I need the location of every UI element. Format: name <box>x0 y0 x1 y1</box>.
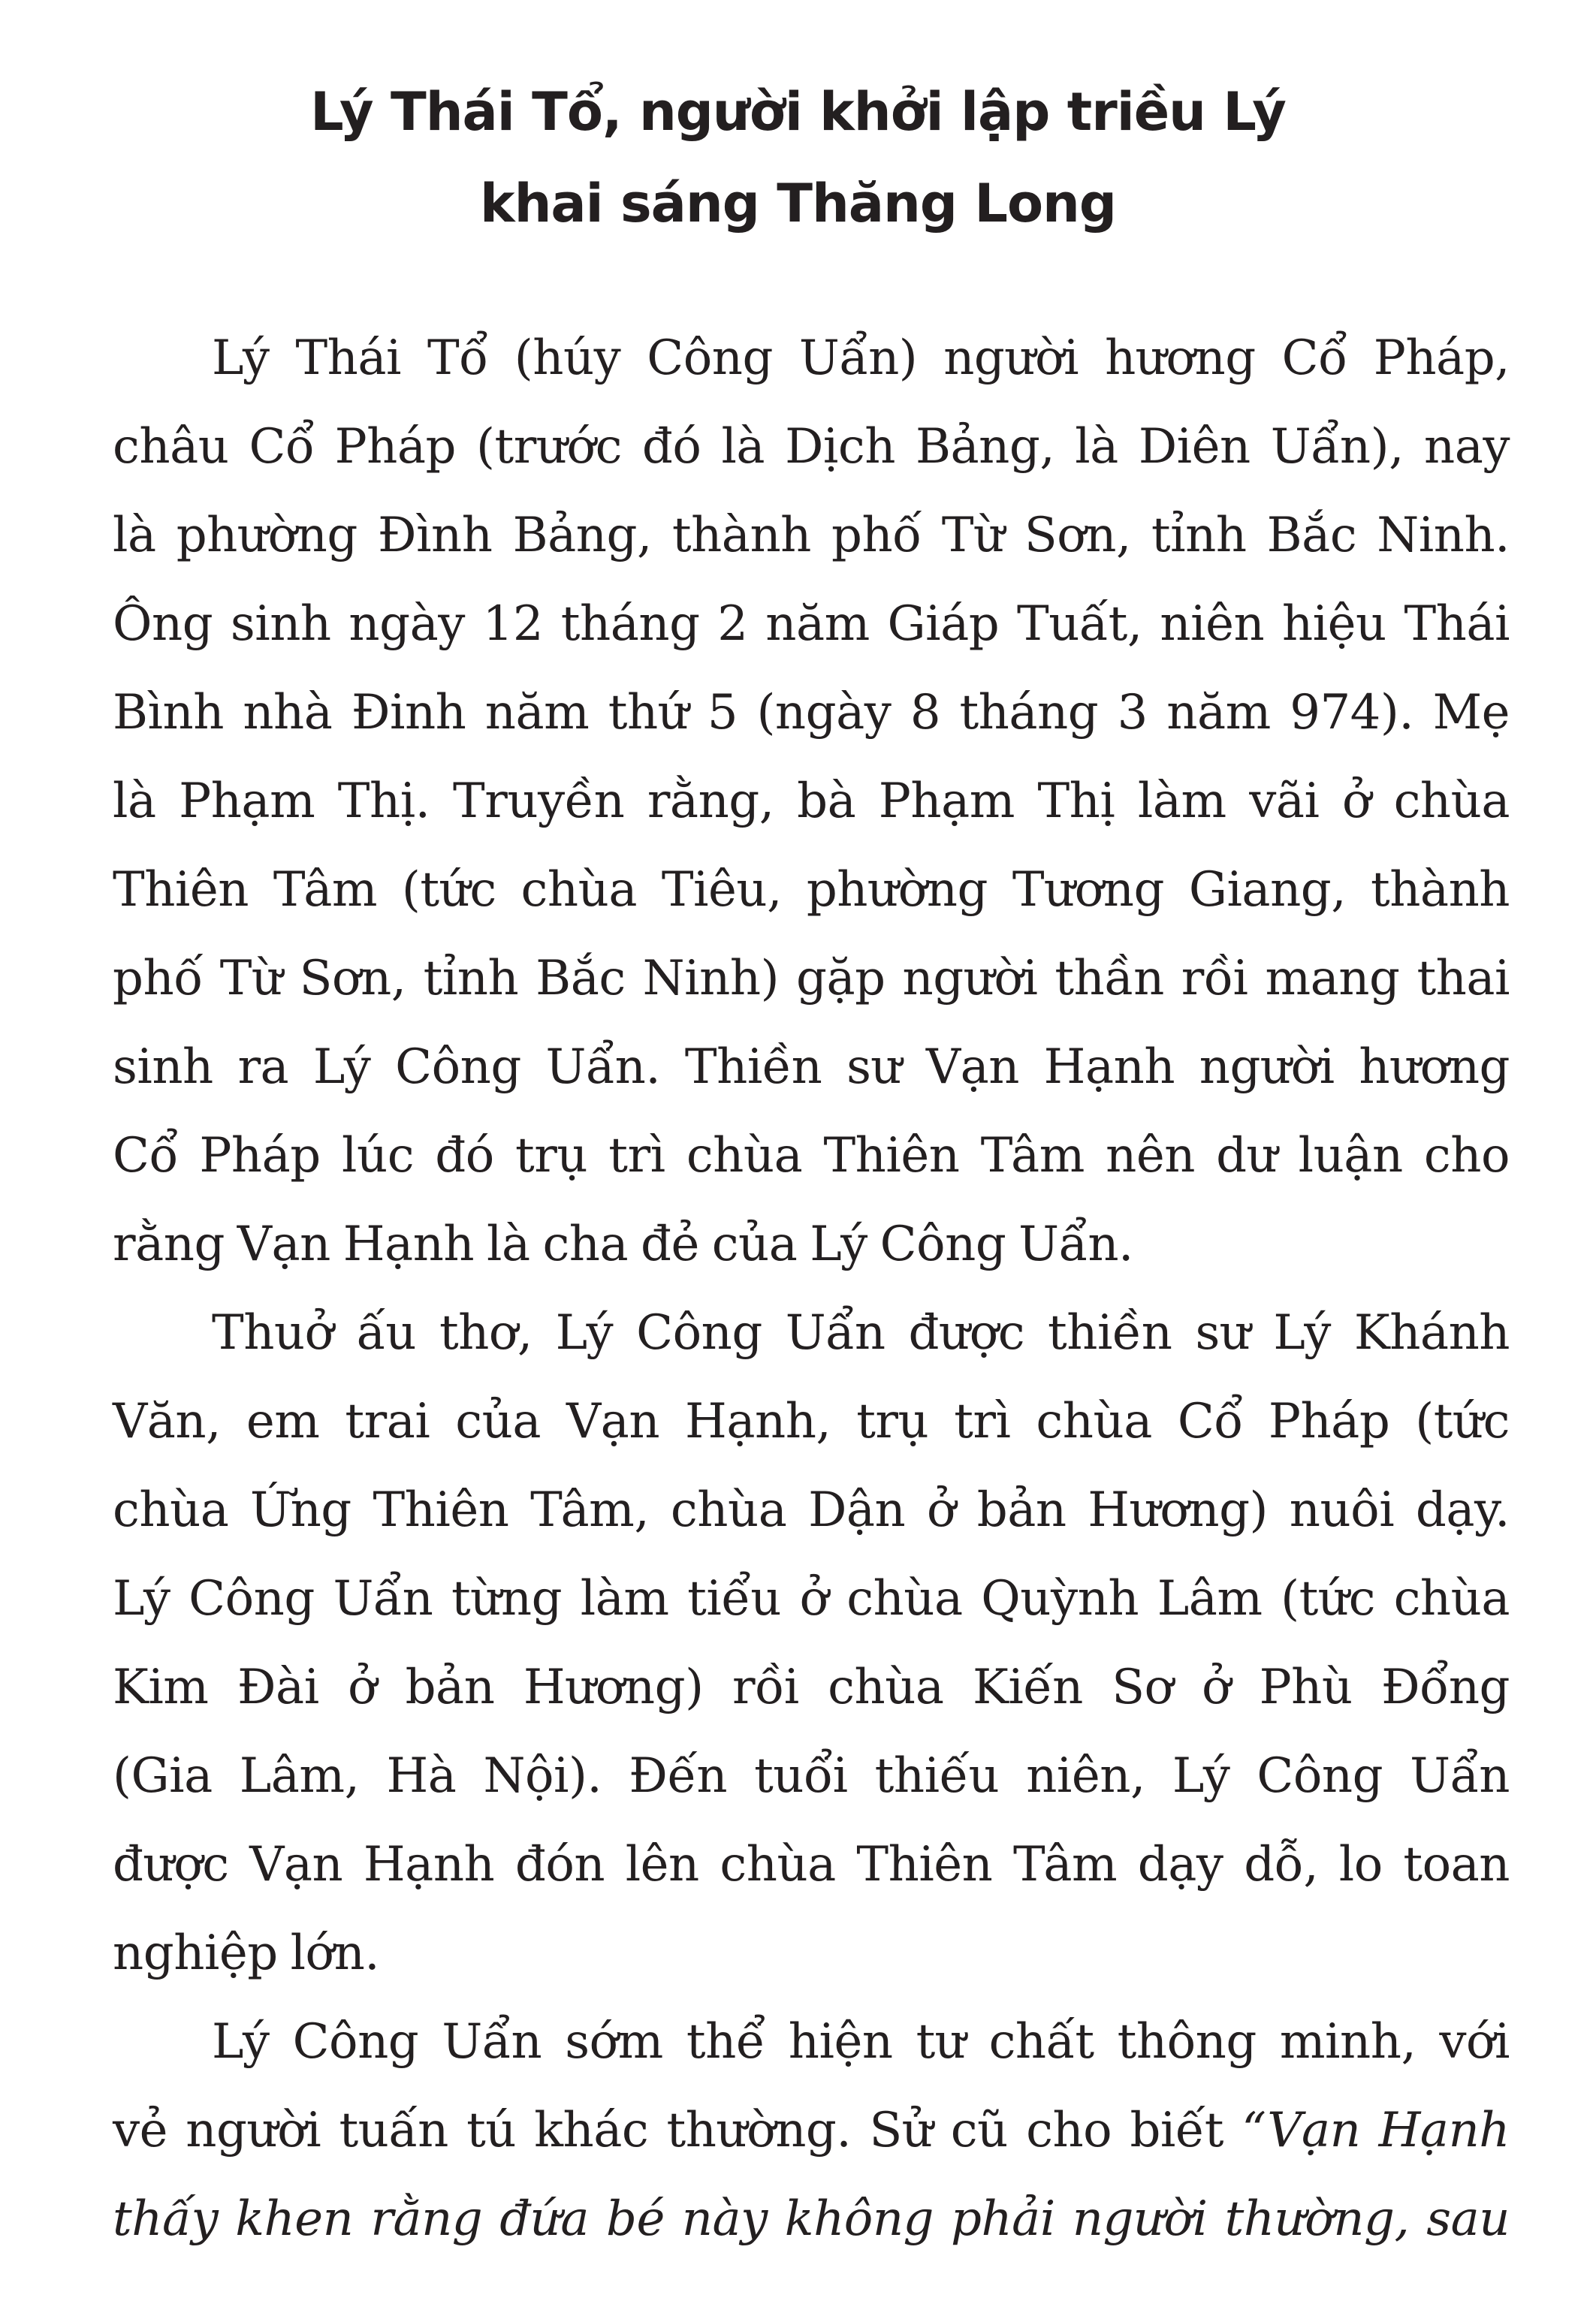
chapter-title-line-1: Lý Thái Tổ, người khởi lập triều Lý <box>310 81 1286 143</box>
paragraph-1-line-8: phố Từ Sơn, tỉnh Bắc Ninh) gặp người thần rồi mang thai <box>113 951 1510 1006</box>
paragraph-1-line-5: Bình nhà Đinh năm thứ 5 (ngày 8 tháng 3 năm 974). Mẹ <box>113 685 1510 740</box>
paragraph-1-line-7: Thiên Tâm (tức chùa Tiêu, phường Tương Giang, thành <box>113 862 1510 918</box>
paragraph-2-line-1: Thuở ấu thơ, Lý Công Uẩn được thiền sư Lý Khánh <box>212 1305 1510 1361</box>
paragraph-3-line-2 <box>113 2086 1510 2175</box>
paragraph-3-line-3: thấy khen rằng đứa bé này không phải người thường, sau <box>113 2191 1510 2247</box>
paragraph-2-line-4: Lý Công Uẩn từng làm tiểu ở chùa Quỳnh Lâm (tức chùa <box>113 1571 1510 1627</box>
paragraph-3-line-2-italic: “Vạn Hạnh <box>1242 2103 1510 2158</box>
paragraph-2-line-8: nghiệp lớn. <box>113 1925 380 1981</box>
chapter-title <box>0 66 1596 249</box>
paragraph-1-line-2: châu Cổ Pháp (trước đó là Dịch Bảng, là Diên Uẩn), nay <box>113 419 1510 475</box>
paragraph-1-line-10: Cổ Pháp lúc đó trụ trì chùa Thiên Tâm nên dư luận cho <box>113 1128 1510 1184</box>
chapter-title-line-2: khai sáng Thăng Long <box>480 173 1116 234</box>
paragraph-2-line-2: Văn, em trai của Vạn Hạnh, trụ trì chùa Cổ Pháp (tức <box>113 1394 1510 1449</box>
paragraph-1-line-3: là phường Đình Bảng, thành phố Từ Sơn, tỉnh Bắc Ninh. <box>113 508 1510 563</box>
paragraph-2-line-5: Kim Đài ở bản Hương) rồi chùa Kiến Sơ ở Phù Đổng <box>113 1660 1510 1715</box>
paragraph-1-line-11: rằng Vạn Hạnh là cha đẻ của Lý Công Uẩn. <box>113 1217 1133 1272</box>
paragraph-2-line-7: được Vạn Hạnh đón lên chùa Thiên Tâm dạy dỗ, lo toan <box>113 1837 1510 1892</box>
paragraph-3-line-1: Lý Công Uẩn sớm thể hiện tư chất thông minh, với <box>212 2014 1510 2070</box>
body-text <box>113 314 1510 2263</box>
paragraph-1-line-1: Lý Thái Tổ (húy Công Uẩn) người hương Cổ Pháp, <box>212 330 1510 386</box>
paragraph-1-line-6: là Phạm Thị. Truyền rằng, bà Phạm Thị làm vãi ở chùa <box>113 774 1510 829</box>
paragraph-2-line-3: chùa Ứng Thiên Tâm, chùa Dận ở bản Hương) nuôi dạy. <box>113 1482 1510 1538</box>
paragraph-1-line-9: sinh ra Lý Công Uẩn. Thiền sư Vạn Hạnh người hương <box>113 1039 1510 1095</box>
paragraph-2-line-6: (Gia Lâm, Hà Nội). Đến tuổi thiếu niên, Lý Công Uẩn <box>113 1748 1510 1804</box>
paragraph-1-line-4: Ông sinh ngày 12 tháng 2 năm Giáp Tuất, niên hiệu Thái <box>113 596 1510 652</box>
paragraph-3-line-2-plain: vẻ người tuấn tú khác thường. Sử cũ cho biết <box>113 2103 1242 2158</box>
